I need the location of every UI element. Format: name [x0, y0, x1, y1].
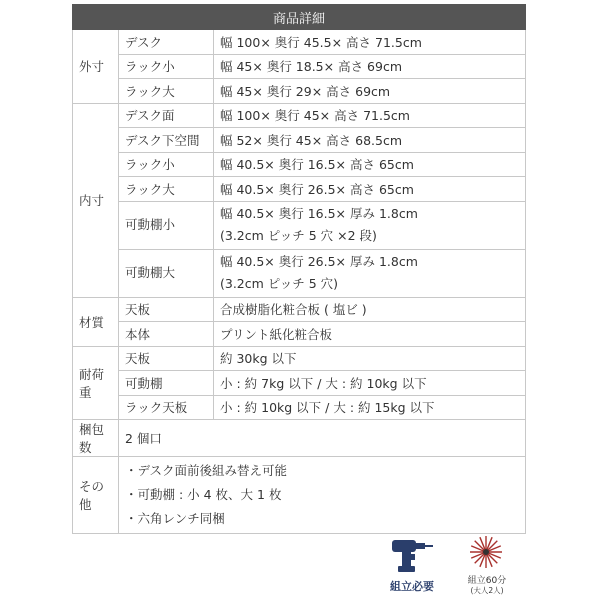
table-row: [73, 371, 526, 396]
assembly-required-label: 組立必要: [390, 580, 434, 593]
row-name: 天板: [119, 297, 214, 322]
load-label: 耐荷重: [73, 346, 119, 420]
assembly-time-label: [460, 576, 514, 596]
value-line: (3.2cm ピッチ 5 穴 ×2 段): [220, 228, 377, 243]
row-name: ラック大: [119, 177, 214, 202]
row-value: 幅 40.5× 奥行 26.5× 高さ 65cm: [214, 177, 526, 202]
drill-icon: [390, 530, 434, 574]
material-label: 材質: [73, 297, 119, 346]
assembly-time-text: 組立60分: [467, 576, 507, 586]
row-name: デスク: [119, 30, 214, 55]
row-name: 天板: [119, 346, 214, 371]
row-value: 幅 52× 奥行 45× 高さ 68.5cm: [214, 128, 526, 153]
value-line: (3.2cm ピッチ 5 穴): [220, 276, 339, 291]
row-name: 可動棚小: [119, 201, 214, 249]
packages-value: 2 個口: [119, 420, 526, 457]
other-label: その他: [73, 457, 119, 534]
row-name: デスク下空間: [119, 128, 214, 153]
packages-label: 梱包数: [73, 420, 119, 457]
assembly-people-text: (大人2人): [470, 586, 504, 595]
table-row: [73, 297, 526, 322]
assembly-time-icon: [468, 534, 504, 570]
row-value: [214, 249, 526, 297]
row-value: [214, 201, 526, 249]
row-name: ラック大: [119, 79, 214, 104]
other-notes: [119, 457, 526, 534]
row-value: 幅 45× 奥行 29× 高さ 69cm: [214, 79, 526, 104]
value-line: 幅 40.5× 奥行 16.5× 厚み 1.8cm: [220, 206, 418, 221]
row-value: 小 : 約 7kg 以下 / 大 : 約 10kg 以下: [214, 371, 526, 396]
table-row: [73, 128, 526, 153]
row-value: 幅 45× 奥行 18.5× 高さ 69cm: [214, 54, 526, 79]
table-row: [73, 395, 526, 420]
note-line: ・可動棚 : 小 4 枚、大 1 枚: [125, 487, 282, 502]
row-value: 幅 100× 奥行 45.5× 高さ 71.5cm: [214, 30, 526, 55]
row-value: 合成樹脂化粧合板 ( 塩ビ ): [214, 297, 526, 322]
table-row: [73, 54, 526, 79]
table-row: [73, 457, 526, 534]
row-value: 小 : 約 10kg 以下 / 大 : 約 15kg 以下: [214, 395, 526, 420]
row-value: プリント紙化粧合板: [214, 322, 526, 347]
row-name: ラック天板: [119, 395, 214, 420]
row-name: デスク面: [119, 103, 214, 128]
outer-label: 外寸: [73, 30, 119, 104]
row-name: 可動棚: [119, 371, 214, 396]
table-row: [73, 322, 526, 347]
table-row: [73, 30, 526, 55]
spec-table: [72, 4, 526, 534]
inner-label: 内寸: [73, 103, 119, 297]
table-row: [73, 201, 526, 249]
note-line: ・六角レンチ同梱: [125, 511, 225, 526]
assembly-icons: [380, 530, 530, 598]
row-name: 本体: [119, 322, 214, 347]
row-value: 約 30kg 以下: [214, 346, 526, 371]
table-row: [73, 249, 526, 297]
table-row: [73, 79, 526, 104]
row-name: 可動棚大: [119, 249, 214, 297]
row-value: 幅 40.5× 奥行 16.5× 高さ 65cm: [214, 152, 526, 177]
value-line: 幅 40.5× 奥行 26.5× 厚み 1.8cm: [220, 254, 418, 269]
table-header: 商品詳細: [73, 5, 526, 30]
note-line: ・デスク面前後組み替え可能: [125, 463, 288, 478]
table-row: [73, 177, 526, 202]
table-row: [73, 103, 526, 128]
row-name: ラック小: [119, 54, 214, 79]
table-row: [73, 346, 526, 371]
row-name: ラック小: [119, 152, 214, 177]
table-row: [73, 420, 526, 457]
table-row: [73, 152, 526, 177]
row-value: 幅 100× 奥行 45× 高さ 71.5cm: [214, 103, 526, 128]
